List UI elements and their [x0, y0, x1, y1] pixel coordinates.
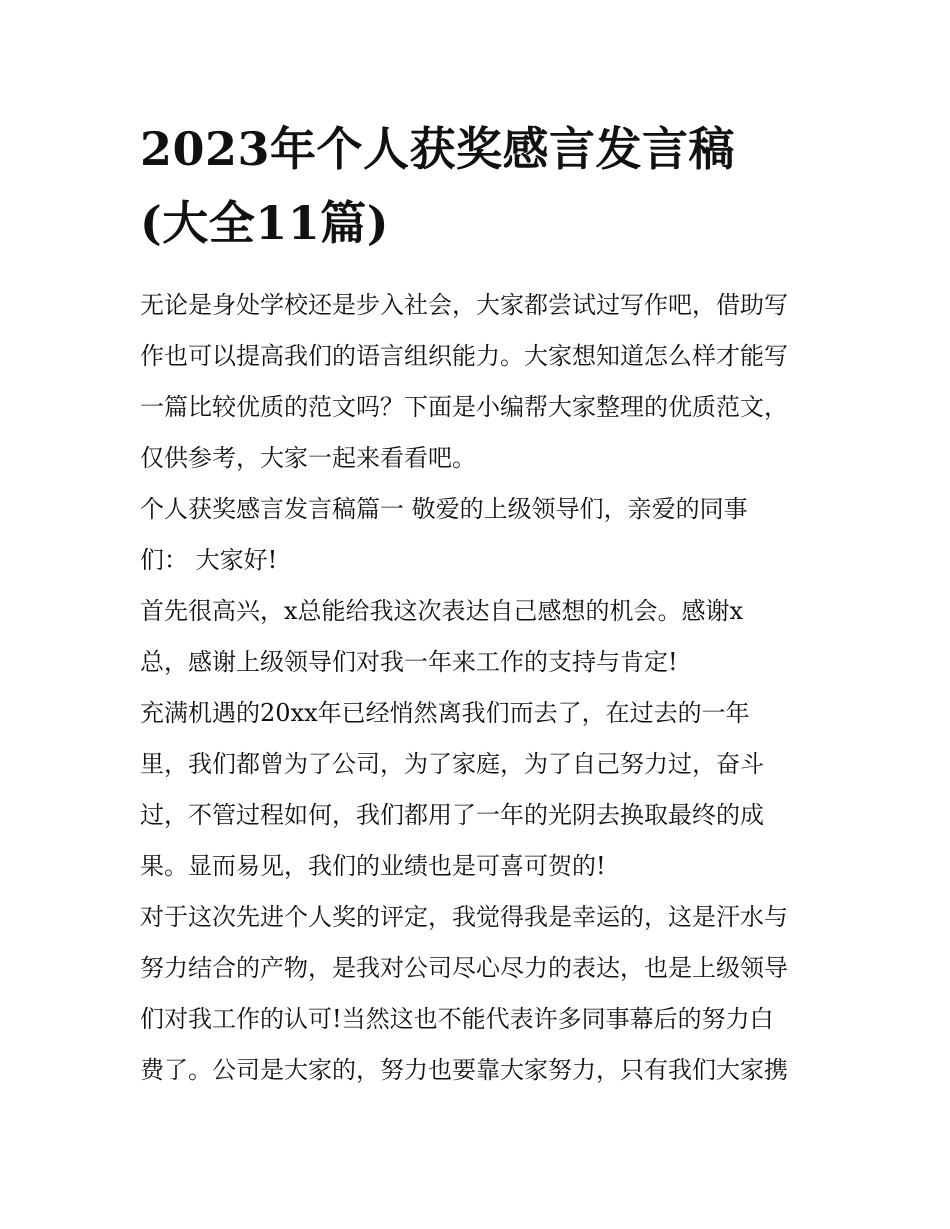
text-line: 努力结合的产物，是我对公司尽心尽力的表达，也是上级领导 [140, 954, 788, 982]
text-line: 们对我工作的认可!当然这也不能代表许多同事幕后的努力白 [140, 1005, 774, 1033]
text-line: 费了。公司是大家的，努力也要靠大家努力，只有我们大家携 [140, 1056, 788, 1084]
document-page [140, 112, 820, 1096]
text-line: 果。显而易见，我们的业绩也是可喜可贺的! [140, 852, 606, 880]
text-line: 们： 大家好! [140, 546, 278, 574]
thanks-paragraph [140, 586, 820, 688]
title-line: (大全11篇) [140, 196, 390, 250]
text-line: 过，不管过程如何，我们都用了一年的光阴去换取最终的成 [140, 801, 764, 829]
greeting-paragraph [140, 484, 820, 586]
text-line: 无论是身处学校还是步入社会，大家都尝试过写作吧，借助写 [140, 291, 788, 319]
intro-paragraph [140, 280, 820, 484]
award-paragraph [140, 892, 820, 1096]
text-line: 里，我们都曾为了公司，为了家庭，为了自己努力过，奋斗 [140, 750, 764, 778]
title-line: 2023年个人获奖感言发言稿 [140, 122, 736, 176]
text-line: 首先很高兴，x总能给我这次表达自己感想的机会。感谢x [140, 597, 744, 625]
text-line: 对于这次先进个人奖的评定，我觉得我是幸运的，这是汗水与 [140, 903, 788, 931]
text-line: 作也可以提高我们的语言组织能力。大家想知道怎么样才能写 [140, 342, 788, 370]
text-line: 充满机遇的20xx年已经悄然离我们而去了，在过去的一年 [140, 699, 750, 727]
text-line: 个人获奖感言发言稿篇一 敬爱的上级领导们，亲爱的同事 [140, 495, 748, 523]
review-paragraph [140, 688, 820, 892]
text-line: 一篇比较优质的范文吗？下面是小编帮大家整理的优质范文， [140, 393, 788, 421]
document-title [140, 112, 820, 260]
text-line: 仅供参考，大家一起来看看吧。 [140, 444, 476, 472]
text-line: 总，感谢上级领导们对我一年来工作的支持与肯定! [140, 648, 678, 676]
